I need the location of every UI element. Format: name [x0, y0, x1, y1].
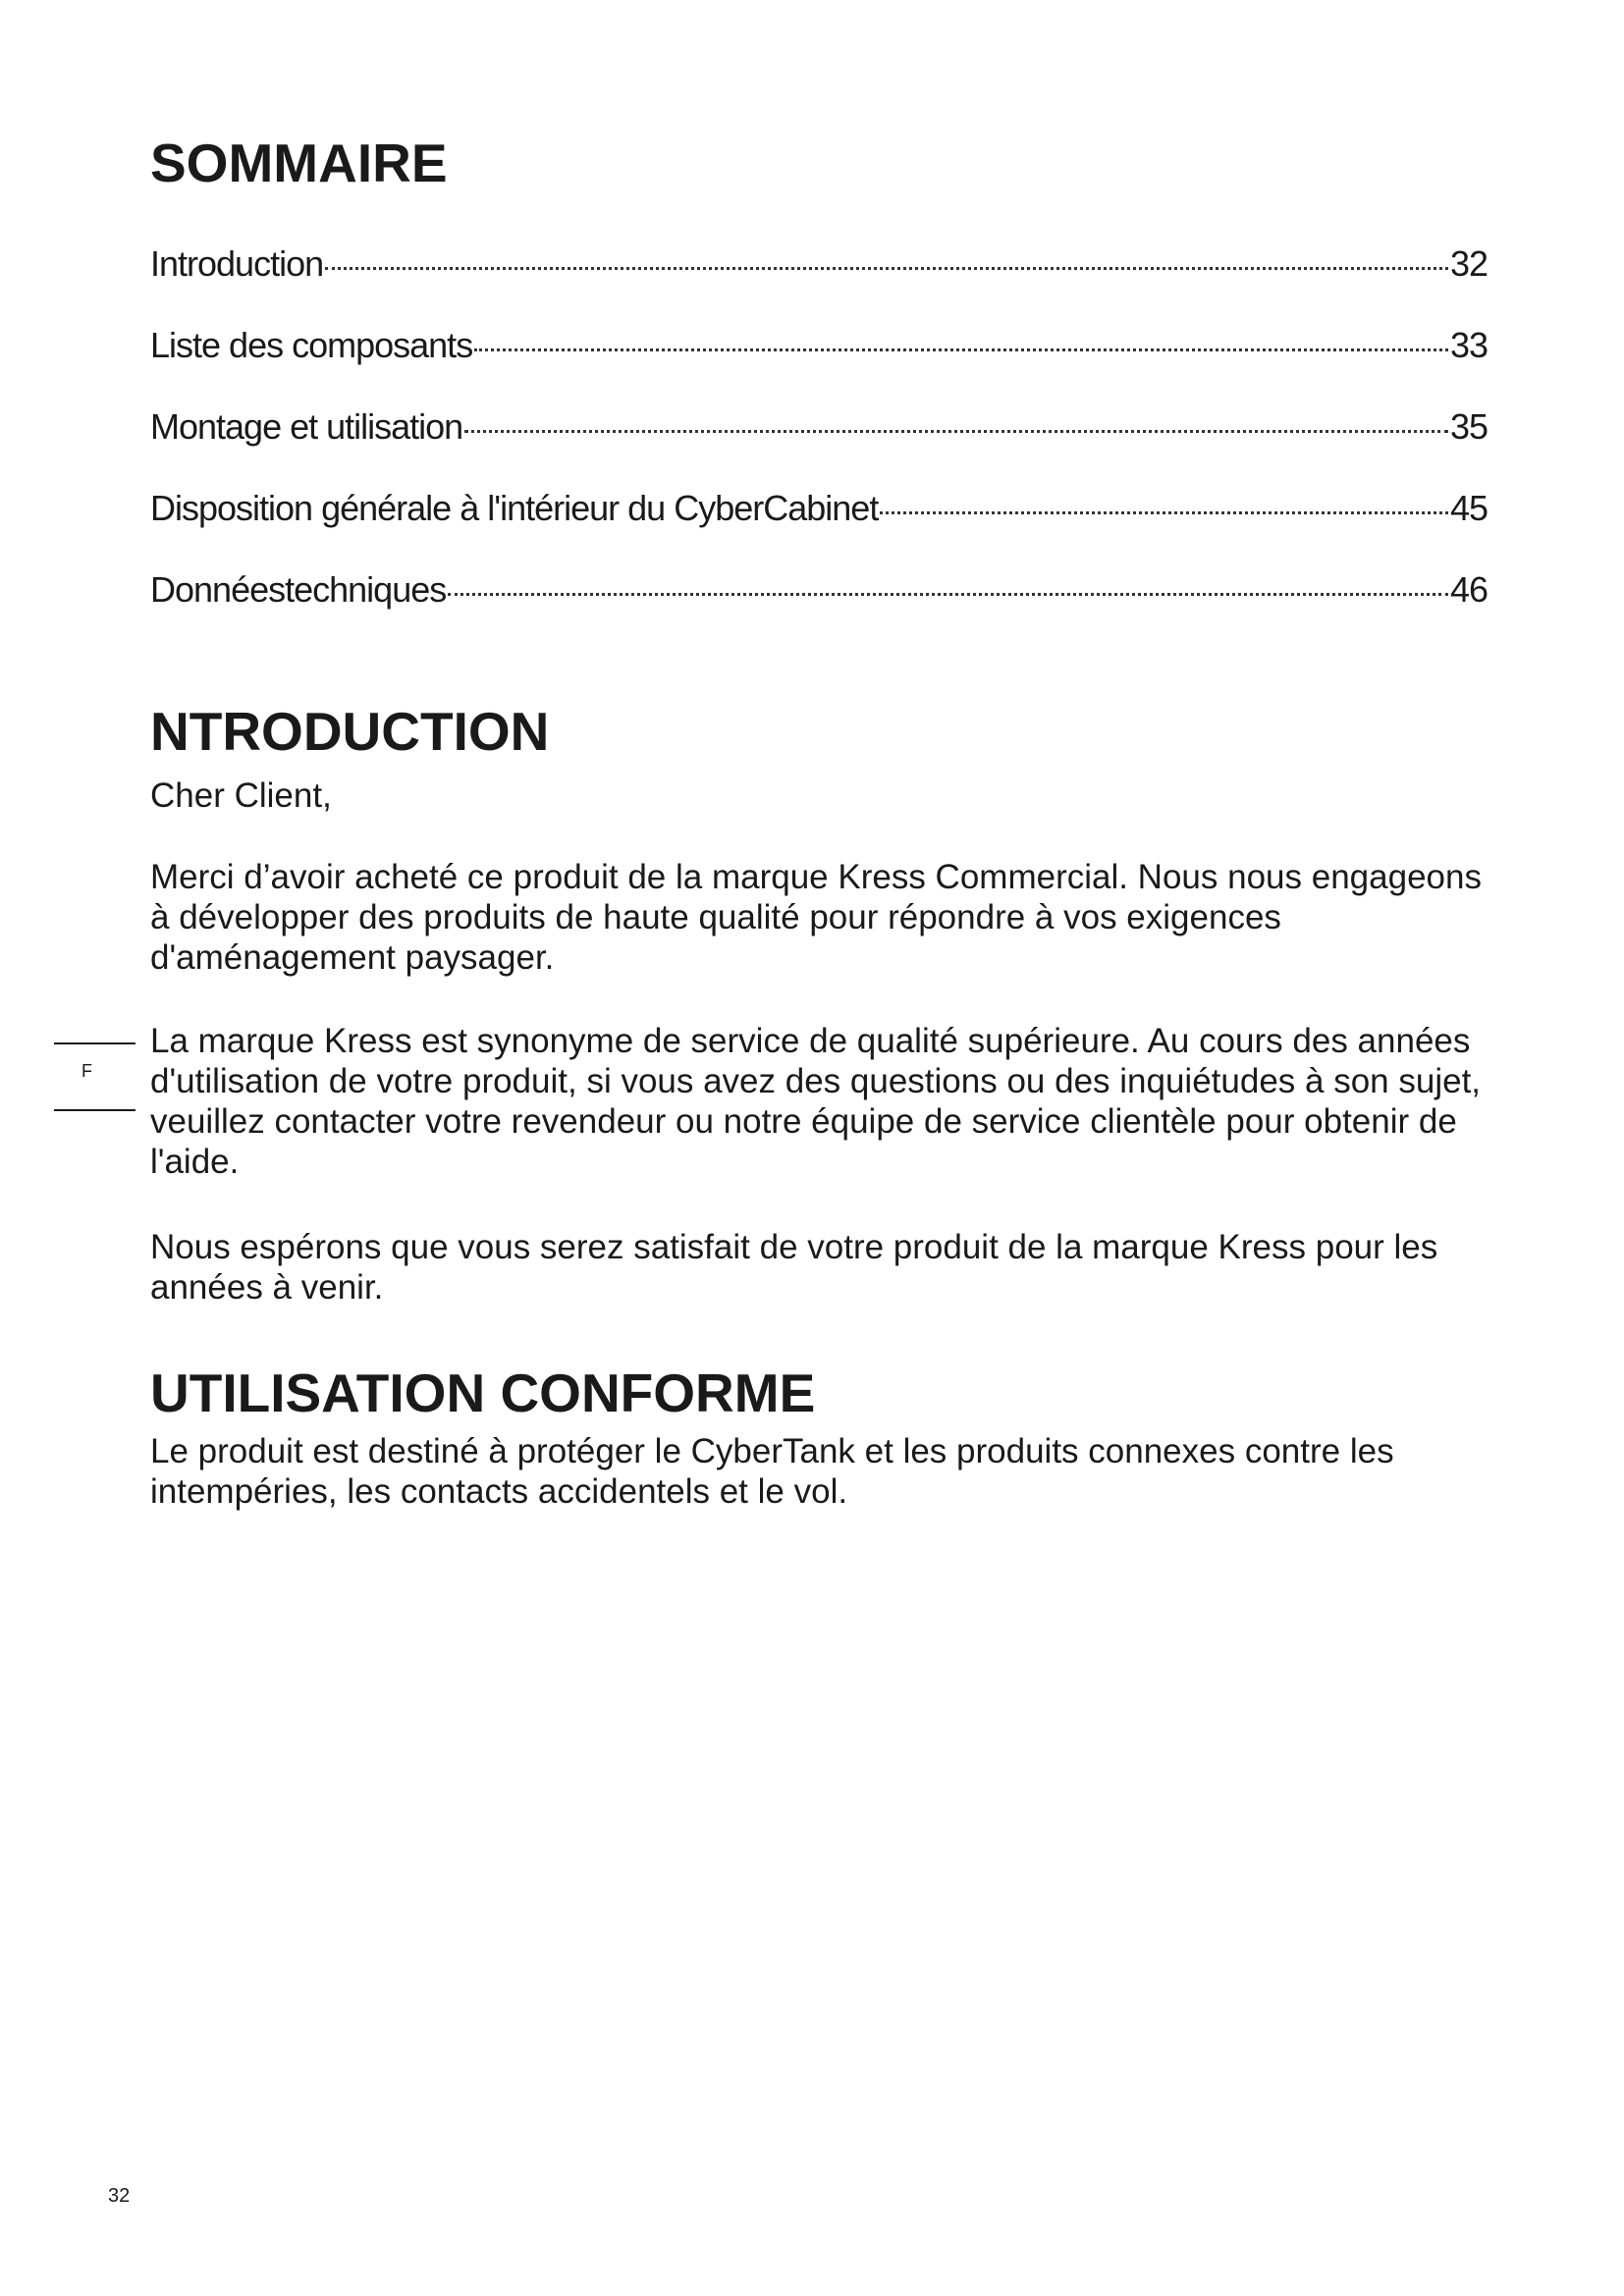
intro-paragraph: Nous espérons que vous serez satisfait de votre produit de la marque Kress pour les années à venir.	[150, 1228, 1438, 1307]
intro-paragraph: Merci d’avoir acheté ce produit de la marque Kress Commercial. Nous nous engageons à développer des produits de haute qualité pour répondre à vos exigences d'aménagement paysager.	[150, 858, 1482, 977]
toc-entry-title: Donnéestechniques	[150, 569, 447, 610]
toc-leader-dots	[464, 430, 1448, 433]
toc-heading: SOMMAIRE	[150, 133, 448, 193]
toc-entry-title: Disposition générale à l'intérieur du CyberCabinet	[150, 488, 879, 528]
table-of-contents	[150, 243, 1488, 651]
language-tab-label: F	[81, 1061, 92, 1081]
toc-entry-technical-data[interactable]	[150, 569, 1488, 651]
intended-use-paragraph: Le produit est destiné à protéger le CyberTank et les produits connexes contre les intempéries, les contacts accidentels et le vol.	[150, 1432, 1394, 1511]
toc-leader-dots	[448, 593, 1448, 596]
toc-entry-introduction[interactable]	[150, 243, 1488, 325]
toc-entry-assembly[interactable]	[150, 406, 1488, 488]
toc-entry-page: 46	[1449, 569, 1488, 610]
toc-leader-dots	[325, 267, 1448, 270]
toc-entry-layout[interactable]	[150, 488, 1488, 569]
divider	[54, 1109, 135, 1111]
toc-leader-dots	[880, 511, 1448, 514]
toc-leader-dots	[474, 348, 1448, 351]
toc-entry-components[interactable]	[150, 325, 1488, 406]
greeting-text: Cher Client,	[150, 776, 332, 815]
toc-entry-title: Introduction	[150, 243, 324, 284]
toc-entry-page: 33	[1449, 325, 1488, 365]
intended-use-heading: UTILISATION CONFORME	[150, 1362, 816, 1423]
page-number: 32	[108, 2185, 131, 2207]
language-tab	[54, 1042, 135, 1111]
toc-entry-title: Montage et utilisation	[150, 406, 463, 447]
toc-entry-title: Liste des composants	[150, 325, 473, 365]
toc-entry-page: 32	[1449, 243, 1488, 284]
divider	[54, 1042, 135, 1044]
introduction-heading: NTRODUCTION	[150, 701, 550, 762]
toc-entry-page: 35	[1449, 406, 1488, 447]
intro-paragraph: La marque Kress est synonyme de service de qualité supérieure. Au cours des années d'utilisation de votre produit, si vous avez des questions ou des inquiétudes à son sujet, veuillez contacter votre revendeur ou notre équipe de service clientèle pour obtenir de l'aide.	[150, 1022, 1482, 1181]
toc-entry-page: 45	[1449, 488, 1488, 528]
